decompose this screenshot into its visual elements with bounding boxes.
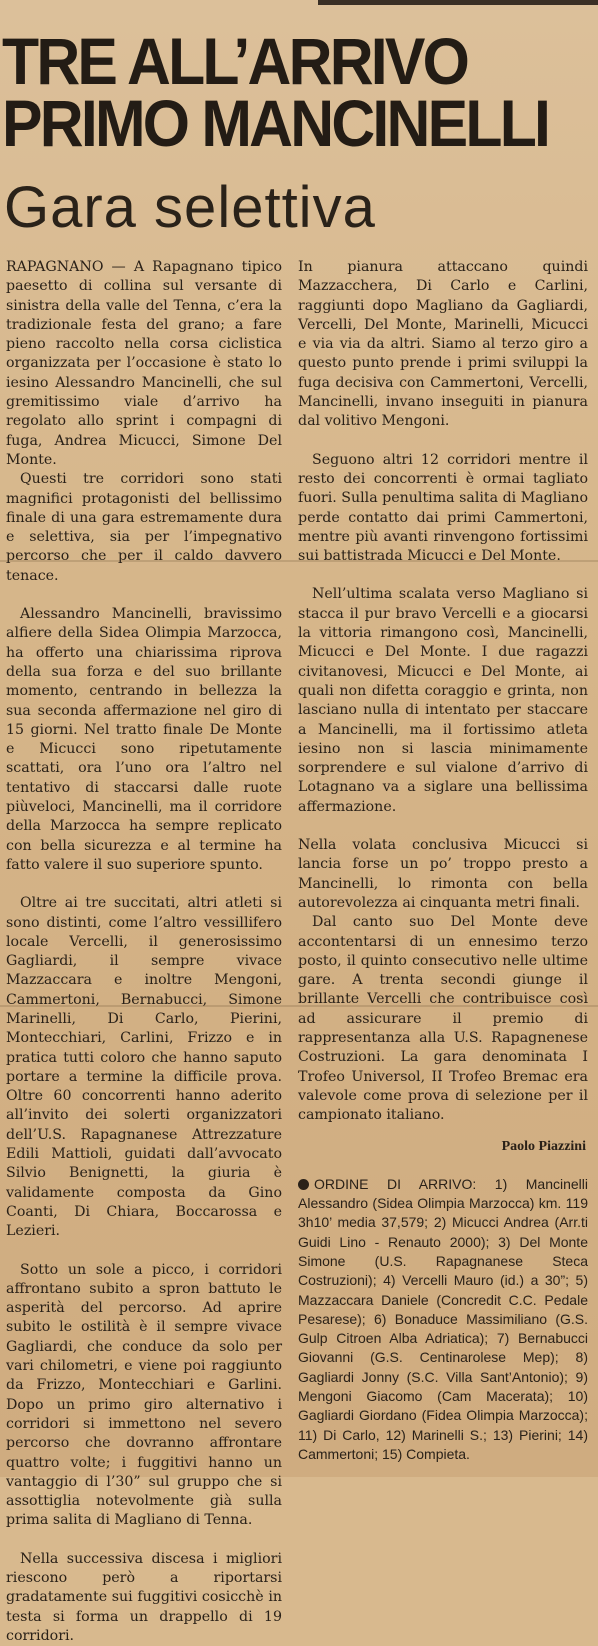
bullet-icon — [298, 1179, 309, 1190]
headline-line-1: TRE ALL’ARRIVO — [2, 24, 468, 98]
paragraph: Nella volata conclusiva Micucci si lancia forse un po’ troppo presto a Mancinelli, lo rimonta con bella autorevolezza ai cinquanta metri finali. — [298, 837, 588, 911]
paragraph: In pianura attaccano quindi Mazzacchera, Di Carlo e Carlini, raggiunti dopo Magliano da Gagliardi, Vercelli, Del Monte, Marinelli, Micucci e via via da altri. Siamo al terzo giro a questo punto prende i primi sviluppi la fuga decisiva con Cammertoni, Vercelli, Mancinelli, invano inseguiti in pianura dal volitivo Mengoni. — [298, 259, 588, 430]
paragraph: Questi tre corridori sono stati magnifici protagonisti del bellissimo finale di una gara estremamente dura e selettiva, sia per l’impegnativo percorso che per il caldo davvero tenace. — [6, 471, 282, 584]
paragraph: Dal canto suo Del Monte deve accontentarsi di un ennesimo terzo posto, il quinto consecutivo nelle ultime gare. A trenta secondi giunge il brillante Vercelli che contribuisce così ad assicurare il premio di rappresentanza alla U.S. Rapagnenese Costruzioni. La gara denominata I Trofeo Universol, II Trofeo Bremac era valevole come prova di selezione per il campionato italiano. — [298, 914, 588, 1124]
results-text: ORDINE DI ARRIVO: 1) Mancinelli Alessandro (Sidea Olimpia Marzocca) km. 119 3h10’ media 37,579; 2) Micucci Andrea (Arr.ti Guidi Lino - Renauto 2000); 3) Del Monte Simone (U.S. Rapagnanese Steca Costruzioni); 4) Vercelli Mauro (id.) a 30”; 5) Mazzaccara Daniele (Concredit C.C. Pedale Pesarese); 6) Bonaduce Massimiliano (G.S. Gulp Citroen Alba Adriatica); 7) Bernabucci Giovanni (G.S. Centinarolese Mep); 8) Gagliardi Jonny (S.C. Villa Sant’Antonio); 9) Mengoni Giacomo (Cam Macerata); 10) Gagliardi Giordano (Fidea Olimpia Marzocca); 11) Di Carlo, 12) Marinelli S.; 13) Pierini; 14) Cammertoni; 15) Compieta. — [298, 1175, 588, 1462]
article-column-2 — [298, 258, 588, 1464]
headline — [2, 24, 550, 160]
results-list — [298, 1175, 588, 1464]
paragraph: Sotto un sole a picco, i corridori affrontano subito a spron battuto le asperità del percorso. Ad aprire subito le ostilità è il sempre vivace Gagliardi, che conduce da solo per vari chilometri, e viene poi raggiunto da Frizzo, Montecchiari e Garlini. Dopo un primo giro alternativo i corridori si immettono nel severo percorso che dovranno affrontare quattro volte; i fuggitivi hanno un vantaggio di l’30” sul gruppo che si assottiglia notevolmente già sulla prima salita di Magliano di Tenna. — [6, 1261, 282, 1529]
headline-line-2: PRIMO MANCINELLI — [2, 86, 549, 160]
paragraph: Alessandro Mancinelli, bravissimo alfiere della Sidea Olimpia Marzocca, ha offerto una chiarissima riprova della sua forza e del suo brillante momento, centrando in bellezza la sua seconda affermazione nel giro di 15 giorni. Nel tratto finale De Monte e Micucci sono ripetutamente scattati, ora l’uno ora l’altro nel tentativo di staccarsi dalle ruote piùveloci, Mancinelli, ma il corridore della Marzocca ha sempre replicato con bella sicurezza e al termine ha fatto valere il suo superiore spunto. — [6, 606, 282, 873]
paragraph: Nell’ultima scalata verso Magliano si stacca il pur bravo Vercelli e a giocarsi la vittoria rimangono così, Mancinelli, Micucci e Del Monte. I due ragazzi civitanovesi, Micucci e Del Monte, ai quali non difetta coraggio e grinta, non lasciano nulla di intentato per staccare a Mancinelli, ma il fortissimo atleta iesino non si lascia minimamente sorprendere e sul vialone d’arrivo di Lotagnano va a siglare una bellissima affermazione. — [298, 586, 588, 815]
paragraph: Seguono altri 12 corridori mentre il resto dei concorrenti è ormai tagliato fuori. Sulla penultima salita di Magliano perde contatto dai primi Cammertoni, mentre più avanti rinvengono fortissimi sui battistrada Micucci e Del Monte. — [298, 451, 589, 565]
subheadline: Gara selettiva — [4, 175, 376, 240]
top-rule — [318, 0, 598, 5]
article-column-1 — [6, 258, 282, 1646]
paragraph: Nella successiva discesa i migliori riescono però a riportarsi gradatamente sui fuggitivi cosicchè in testa si forma un drappello di 19 corridori. — [6, 1550, 282, 1644]
paragraph: RAPAGNANO — A Rapagnano tipico paesetto di collina sul versante di sinistra della valle del Tenna, c’era la tradizionale festa del grano; a fare pieno raccolto nella corsa ciclistica organizzata per l’occasione è stato lo iesino Alessandro Mancinelli, che sul gremitissimo viale d’arrivo ha regolato allo sprint i compagni di fuga, Andrea Micucci, Simone Del Monte. — [6, 259, 282, 468]
author-byline: Paolo Piazzini — [501, 1139, 586, 1155]
paragraph: Oltre ai tre succitati, altri atleti si sono distinti, come l’altro vessillifero locale Vercelli, il generosissimo Gagliardi, il sempre vivace Mazzaccara e inoltre Mengoni, Cammertoni, Bernabucci, Simone Marinelli, Di Carlo, Pierini, Montecchiari, Carlini, Frizzo e in pratica tutti coloro che hanno saputo portare a termine la difficile prova. Oltre 60 concorrenti hanno aderito all’invito dei solerti organizzatori dell’U.S. Rapagnanese Attrezzature Edili Mattioli, guidati dall’avvocato Silvio Benignetti, la giuria è validamente composta da Gino Coanti, Di Chiara, Boccarossa e Lezieri. — [6, 895, 282, 1240]
